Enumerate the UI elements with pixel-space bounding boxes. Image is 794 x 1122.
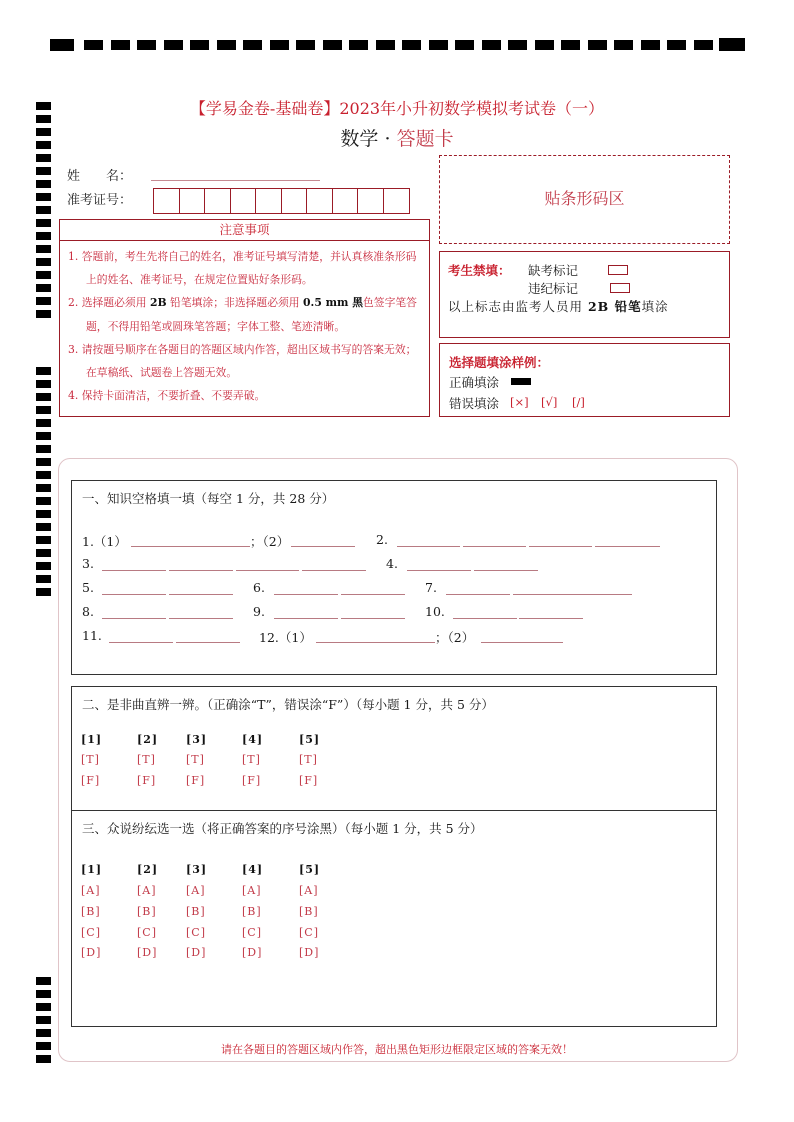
option-bubble-c[interactable]: [C]: [186, 926, 206, 939]
answer-blank[interactable]: [481, 642, 563, 643]
name-label: 姓 名：: [67, 169, 133, 184]
option-bubble-d[interactable]: [D]: [186, 946, 207, 959]
notice-title: 注意事项: [60, 220, 429, 241]
timing-mark: [50, 39, 74, 51]
answer-blank[interactable]: [131, 546, 250, 547]
timing-mark: [719, 38, 745, 51]
proctor-title: 考生禁填：: [448, 263, 511, 278]
answer-card-label: 答题卡: [396, 128, 454, 150]
timing-mark: [561, 40, 580, 50]
answer-blank[interactable]: [102, 570, 166, 571]
question-number: [4]: [242, 733, 264, 746]
violation-label: 违纪标记: [528, 281, 579, 296]
question-label: ；（2）: [435, 630, 475, 645]
option-bubble-b[interactable]: [B]: [299, 905, 319, 918]
section-multiple-choice: [71, 810, 717, 1027]
notice-box: [59, 219, 430, 417]
question-number: [1]: [81, 863, 103, 876]
timing-mark: [243, 40, 262, 50]
question-label: 3.: [82, 556, 94, 571]
answer-blank[interactable]: [519, 618, 583, 619]
answer-blank[interactable]: [341, 618, 405, 619]
question-number: [4]: [242, 863, 264, 876]
option-bubble-a[interactable]: [A]: [137, 884, 157, 897]
timing-mark: [535, 40, 554, 50]
question-label: ；（2）: [250, 534, 290, 549]
question-number: [5]: [299, 863, 321, 876]
option-bubble-d[interactable]: [D]: [299, 946, 320, 959]
answer-blank[interactable]: [513, 594, 632, 595]
notice-item: 1. 答题前，考生先将自己的姓名，准考证号填写清楚，并认真核准条形码上的姓名、准考证号，在规定位置贴好条形码。: [68, 250, 417, 287]
answer-blank[interactable]: [109, 642, 173, 643]
question-number: [2]: [137, 733, 159, 746]
question-label: 11.: [82, 628, 102, 643]
option-bubble-f[interactable]: [F]: [81, 774, 101, 787]
proctor-note: 以上标志由监考人员用 2B 铅笔填涂: [448, 299, 669, 314]
id-digit-box[interactable]: [256, 189, 282, 213]
id-digit-box[interactable]: [333, 189, 359, 213]
answer-blank[interactable]: [529, 546, 592, 547]
name-field[interactable]: [151, 180, 320, 181]
question-number: [3]: [186, 863, 208, 876]
timing-mark: [84, 40, 103, 50]
option-bubble-c[interactable]: [C]: [137, 926, 157, 939]
timing-mark: [217, 40, 236, 50]
section-fill-in-blanks: [71, 480, 717, 675]
section-true-false: [71, 686, 717, 811]
notice-item: 4. 保持卡面清洁，不要折叠、不要弄破。: [68, 389, 266, 403]
id-digit-box[interactable]: [384, 189, 410, 213]
timing-mark: [111, 40, 130, 50]
option-bubble-t[interactable]: [T]: [299, 753, 318, 766]
timing-mark: [614, 40, 633, 50]
id-digit-box[interactable]: [307, 189, 333, 213]
timing-mark: [455, 40, 474, 50]
timing-mark: [508, 40, 527, 50]
barcode-label: 贴条形码区: [544, 189, 625, 208]
answer-blank[interactable]: [302, 570, 366, 571]
timing-mark: [296, 40, 315, 50]
notice-item: 3. 请按题号顺序在各题目的答题区域内作答，超出区域书写的答案无效；在草稿纸、试题卷上答题无效。: [68, 342, 417, 380]
option-bubble-f[interactable]: [F]: [137, 774, 157, 787]
answer-blank[interactable]: [274, 618, 338, 619]
fill-sample-box: [439, 343, 730, 417]
timing-mark: [270, 40, 289, 50]
option-bubble-d[interactable]: [D]: [81, 946, 102, 959]
answer-blank[interactable]: [397, 546, 460, 547]
correct-fill-label: 正确填涂: [449, 375, 500, 390]
answer-blank[interactable]: [407, 570, 471, 571]
question-label: 7.: [425, 580, 437, 595]
id-digit-box[interactable]: [231, 189, 257, 213]
answer-blank[interactable]: [474, 570, 538, 571]
question-label: 12.（1）: [259, 630, 312, 645]
dot-separator: ·: [384, 128, 391, 150]
option-bubble-f[interactable]: [F]: [299, 774, 319, 787]
question-label: 6.: [253, 580, 265, 595]
timing-mark: [667, 40, 686, 50]
question-number: [5]: [299, 733, 321, 746]
id-number-boxes[interactable]: [153, 188, 410, 214]
answer-blank[interactable]: [463, 546, 526, 547]
option-bubble-a[interactable]: [A]: [242, 884, 262, 897]
id-digit-box[interactable]: [180, 189, 206, 213]
option-bubble-b[interactable]: [B]: [186, 905, 206, 918]
fill-sample-title: 选择题填涂样例：: [449, 355, 550, 370]
option-bubble-c[interactable]: [C]: [299, 926, 319, 939]
question-number: [2]: [137, 863, 159, 876]
option-bubble-t[interactable]: [T]: [81, 753, 100, 766]
question-label: 4.: [386, 556, 398, 571]
answer-blank[interactable]: [341, 594, 405, 595]
question-label: 5.: [82, 580, 94, 595]
card-subtitle: [0, 124, 794, 151]
timing-mark: [137, 40, 156, 50]
question-label: 2.: [376, 532, 388, 547]
timing-mark: [323, 40, 342, 50]
option-bubble-t[interactable]: [T]: [137, 753, 156, 766]
wrong-fill-label: 错误填涂: [449, 396, 500, 411]
answer-blank[interactable]: [102, 594, 166, 595]
timing-mark: [402, 40, 421, 50]
answer-blank[interactable]: [169, 618, 233, 619]
option-bubble-a[interactable]: [A]: [81, 884, 101, 897]
proctor-only-box: [439, 251, 730, 338]
question-label: 1.（1）: [82, 534, 127, 549]
notice-list: [60, 241, 429, 407]
id-digit-box[interactable]: [282, 189, 308, 213]
section-title: 一、知识空格填一填（每空 1 分，共 28 分）: [82, 491, 335, 506]
timing-mark: [641, 40, 660, 50]
question-label: 10.: [425, 604, 445, 619]
answer-blank[interactable]: [595, 546, 660, 547]
option-bubble-f[interactable]: [F]: [186, 774, 206, 787]
timing-mark: [190, 40, 209, 50]
footer-warning: 请在各题目的答题区域内作答，超出黑色矩形边框限定区域的答案无效！: [221, 1043, 573, 1056]
option-bubble-a[interactable]: [A]: [299, 884, 319, 897]
absent-label: 缺考标记: [528, 263, 579, 278]
id-label: 准考证号：: [67, 193, 133, 208]
option-bubble-a[interactable]: [A]: [186, 884, 206, 897]
answer-blank[interactable]: [446, 594, 510, 595]
absent-mark-box[interactable]: [608, 265, 628, 275]
timing-mark: [429, 40, 448, 50]
option-bubble-b[interactable]: [B]: [242, 905, 262, 918]
exam-title: 【学易金卷-基础卷】2023年小升初数学模拟考试卷（一）: [189, 99, 605, 118]
answer-blank[interactable]: [236, 570, 299, 571]
question-number: [1]: [81, 733, 103, 746]
timing-mark: [376, 40, 395, 50]
id-digit-box[interactable]: [154, 189, 180, 213]
option-bubble-b[interactable]: [B]: [137, 905, 157, 918]
wrong-sample-slash: [/]: [572, 395, 585, 409]
answer-blank[interactable]: [274, 594, 338, 595]
option-bubble-c[interactable]: [C]: [242, 926, 262, 939]
timing-mark: [349, 40, 368, 50]
section-title: 三、众说纷纭选一选（将正确答案的序号涂黑）（每小题 1 分，共 5 分）: [82, 821, 483, 836]
section-title: 二、是非曲直辨一辨。（正确涂“T”，错误涂“F”）（每小题 1 分，共 5 分）: [82, 697, 494, 712]
wrong-sample-x: [×]: [510, 395, 529, 409]
question-label: 8.: [82, 604, 94, 619]
timing-mark: [482, 40, 501, 50]
wrong-sample-check: [√]: [541, 395, 558, 409]
subject-label: 数学: [340, 128, 379, 150]
option-bubble-f[interactable]: [F]: [242, 774, 262, 787]
option-bubble-d[interactable]: [D]: [137, 946, 158, 959]
id-digit-box[interactable]: [205, 189, 231, 213]
barcode-area: [439, 155, 730, 244]
id-digit-box[interactable]: [358, 189, 384, 213]
answer-blank[interactable]: [102, 618, 166, 619]
timing-mark: [588, 40, 607, 50]
timing-mark: [164, 40, 183, 50]
option-bubble-b[interactable]: [B]: [81, 905, 101, 918]
option-bubble-d[interactable]: [D]: [242, 946, 263, 959]
timing-mark: [694, 40, 713, 50]
answer-blank[interactable]: [176, 642, 240, 643]
notice-item: 2. 选择题必须用 2B 铅笔填涂；非选择题必须用 0.5 mm 黑色签字笔答题，不得用铅笔或圆珠笔答题；字体工整、笔迹清晰。: [68, 296, 417, 333]
answer-blank[interactable]: [453, 618, 517, 619]
answer-blank[interactable]: [169, 570, 233, 571]
answer-blank[interactable]: [291, 546, 355, 547]
violation-mark-box[interactable]: [610, 283, 630, 293]
option-bubble-c[interactable]: [C]: [81, 926, 101, 939]
filled-sample-mark: [511, 378, 531, 385]
answer-blank[interactable]: [316, 642, 435, 643]
option-bubble-t[interactable]: [T]: [186, 753, 205, 766]
answer-blank[interactable]: [169, 594, 233, 595]
option-bubble-t[interactable]: [T]: [242, 753, 261, 766]
question-number: [3]: [186, 733, 208, 746]
question-label: 9.: [253, 604, 265, 619]
